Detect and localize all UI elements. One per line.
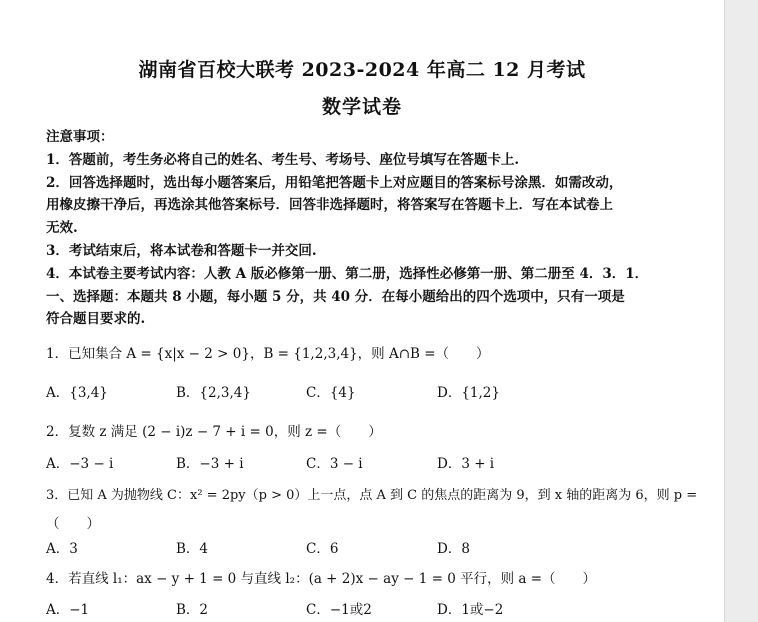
question-2-stem: 2．复数 z 满足 (2 − i)z − 7 + i = 0，则 z =（ ） bbox=[46, 424, 382, 440]
notes-heading: 注意事项： bbox=[46, 129, 114, 145]
note-1: 1．答题前，考生务必将自己的姓名、考生号、考场号、座位号填写在答题卡上. bbox=[46, 151, 520, 168]
question-1-option-b: B．{2,3,4} bbox=[176, 385, 251, 401]
question-4-option-b: B．2 bbox=[176, 602, 209, 618]
question-3-option-c: C．6 bbox=[306, 541, 339, 557]
note-2-line-b: 用橡皮擦干净后，再选涂其他答案标号．回答非选择题时，将答案写在答题卡上．写在本试卷上 bbox=[46, 197, 613, 214]
question-2-option-a: A．−3 − i bbox=[46, 456, 114, 472]
question-2-option-b: B．−3 + i bbox=[176, 456, 244, 472]
question-3-option-d: D．8 bbox=[437, 541, 470, 557]
note-4: 4．本试卷主要考试内容：人教 A 版必修第一册、第二册，选择性必修第一册、第二册至 4．3．1． bbox=[46, 265, 649, 282]
viewer-margin bbox=[724, 0, 758, 622]
note-3: 3．考试结束后，将本试卷和答题卡一并交回. bbox=[46, 242, 317, 259]
question-1-option-a: A．{3,4} bbox=[46, 385, 108, 401]
question-3-option-b: B．4 bbox=[176, 541, 209, 557]
note-2-line-a: 2．回答选择题时，选出每小题答案后，用铅笔把答题卡上对应题目的答案标号涂黑．如需改动， bbox=[46, 174, 623, 191]
question-4-option-d: D．1或−2 bbox=[437, 602, 504, 618]
question-1-option-d: D．{1,2} bbox=[437, 385, 500, 401]
question-2-option-d: D．3 + i bbox=[437, 456, 495, 472]
exam-subtitle: 数学试卷 bbox=[321, 96, 402, 118]
question-3-option-a: A．3 bbox=[46, 541, 78, 557]
question-1-stem: 1．已知集合 A = {x|x − 2 > 0}，B = {1,2,3,4}，则 A∩B =（ ） bbox=[46, 346, 490, 362]
question-4-option-a: A．−1 bbox=[46, 602, 90, 618]
question-4-option-c: C．−1或2 bbox=[306, 602, 372, 618]
exam-title: 湖南省百校大联考 2023-2024 年高二 12 月考试 bbox=[138, 59, 586, 81]
question-3-stem: 3．已知 A 为抛物线 C：x² = 2py（p > 0）上一点，点 A 到 C 的焦点的距离为 9，到 x 轴的距离为 6，则 p = bbox=[46, 488, 698, 503]
section-heading-b: 符合题目要求的. bbox=[46, 311, 146, 328]
question-2-option-c: C．3 − i bbox=[306, 456, 363, 472]
question-4-stem: 4．若直线 l₁：ax − y + 1 = 0 与直线 l₂：(a + 2)x − ay − 1 = 0 平行，则 a =（ ） bbox=[46, 571, 597, 587]
note-2-line-c: 无效. bbox=[46, 220, 78, 237]
question-1-option-c: C．{4} bbox=[306, 385, 356, 401]
question-3-stem-cont: （ ） bbox=[46, 516, 100, 532]
section-heading-a: 一、选择题：本题共 8 小题，每小题 5 分，共 40 分．在每小题给出的四个选项中，只有一项是 bbox=[46, 288, 625, 305]
notes-block bbox=[46, 126, 686, 331]
